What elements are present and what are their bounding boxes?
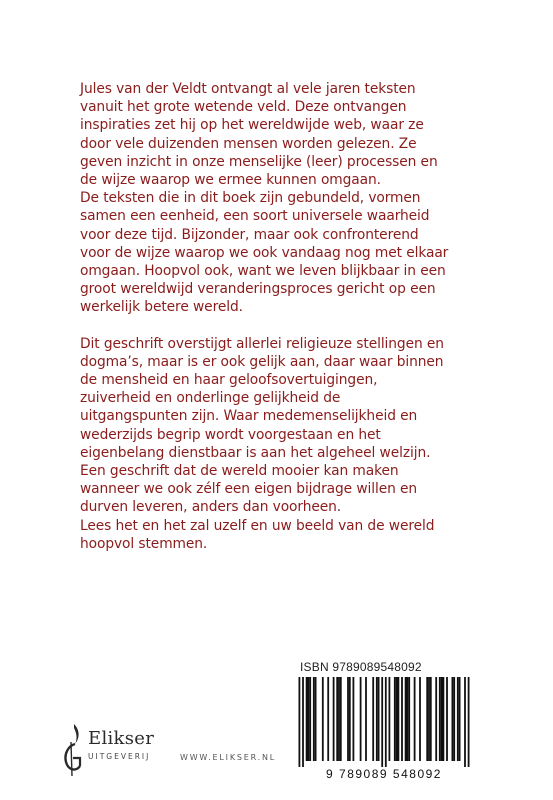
barcode-bar	[426, 677, 428, 761]
barcode-bar	[381, 677, 383, 767]
barcode-bar	[408, 677, 410, 761]
barcode-bar	[441, 677, 443, 761]
barcode-bar	[322, 677, 324, 761]
blurb-paragraph-2: Dit geschrift overstijgt allerlei religieuze stellingen en dogma’s, maar is er ook gelijk aan, daar waar binnen de mensheid en haar geloofsovertuigingen, zuiverheid en onderlinge gelijkheid de uitgangspunten zijn. Waar medemenselijkheid en wederzijds begrip wordt voorgestaan en het eigenbelang dienstbaar is aan het algeheel welzijn. Een geschrift dat de wereld mooier kan maken wanneer we ook zélf een eigen bijdrage willen en durven leveren, anders dan voorheen. Lees het en het zal uzelf en uw beeld van de wereld hoopvol stemmen.	[80, 335, 444, 552]
barcode-bar	[453, 677, 455, 761]
barcode-bar	[401, 677, 403, 761]
barcode-bar	[464, 677, 466, 767]
barcode-bar	[419, 677, 421, 761]
barcode-bar	[430, 677, 432, 761]
barcode-bar	[309, 677, 311, 761]
barcode-bar	[336, 677, 338, 761]
barcode-bar	[414, 677, 416, 761]
barcode-bar	[338, 677, 340, 761]
barcode-bar	[353, 677, 355, 761]
barcode-bars	[284, 677, 484, 767]
publisher-logo	[58, 720, 178, 780]
barcode-bar	[452, 677, 454, 761]
barcode-bar	[378, 677, 380, 761]
barcode-bar	[407, 677, 409, 761]
barcode-bar	[347, 677, 349, 761]
barcode-bar	[446, 677, 448, 761]
barcode-bar	[349, 677, 351, 761]
barcode-bar	[459, 677, 461, 761]
barcode-digits: 9 789089 548092	[284, 767, 484, 781]
publisher-subtitle: UITGEVERIJ	[88, 752, 151, 761]
barcode-bar	[313, 677, 315, 761]
barcode-bar	[308, 677, 310, 761]
barcode-bar	[385, 677, 387, 767]
barcode-bar	[376, 677, 378, 761]
barcode-bar	[315, 677, 317, 761]
barcode-bar	[428, 677, 430, 761]
barcode-bar	[306, 677, 308, 761]
barcode-bar	[435, 677, 437, 761]
barcode-bar	[398, 677, 400, 761]
back-cover-blurb	[80, 80, 500, 553]
barcode-bar	[439, 677, 441, 761]
barcode-bar	[327, 677, 329, 761]
barcode-bar	[299, 677, 301, 767]
barcode-bar	[360, 677, 362, 761]
blurb-paragraph-1: Jules van der Veldt ontvangt al vele jaren teksten vanuit het grote wetende veld. Deze ontvangen inspiraties zet hij op het wereldwijde web, waar ze door vele duizenden mensen worden gelezen. Ze geven inzicht in onze menselijke (leer) processen en de wijze waarop we ermee kunnen omgaan. De teksten die in dit boek zijn gebundeld, vormen samen een eenheid, een soort universele waarheid voor deze tijd. Bijzonder, maar ook confronterend voor de wijze waarop we ook vandaag nog met elkaar omgaan. Hoopvol ook, want we leven blijkbaar in een groot wereldwijd veranderingsproces gericht op een werkelijk betere wereld.	[80, 81, 449, 316]
barcode-bar	[443, 677, 445, 761]
barcode-bar	[396, 677, 398, 761]
barcode-bar	[340, 677, 342, 761]
publisher-website: WWW.ELIKSER.NL	[180, 753, 277, 762]
isbn-label: ISBN 9789089548092	[300, 660, 422, 674]
barcode-bar	[394, 677, 396, 761]
barcode-bar	[333, 677, 335, 761]
barcode-bar	[468, 677, 470, 767]
barcode-bar	[457, 677, 459, 761]
barcode-bar	[302, 677, 304, 767]
barcode-bar	[365, 677, 367, 761]
barcode-bar	[389, 677, 391, 761]
publisher-name: Elikser	[88, 728, 155, 749]
barcode-bar	[405, 677, 407, 761]
barcode-bar	[372, 677, 374, 761]
feather-quill-icon	[58, 720, 88, 780]
